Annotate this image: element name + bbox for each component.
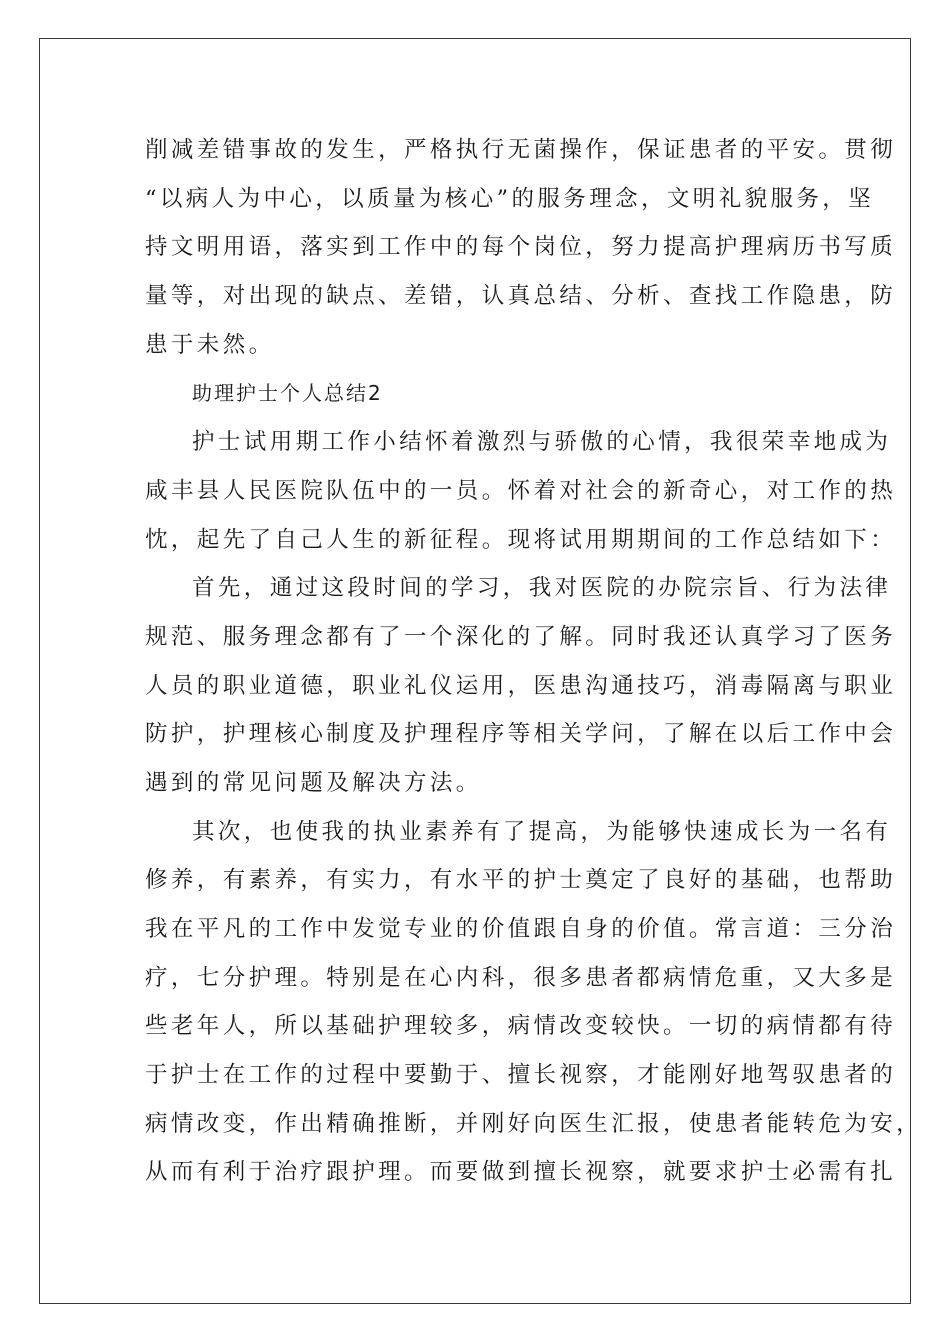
document-body <box>145 126 923 1197</box>
text-line: 量等，对出现的缺点、差错，认真总结、分析、查找工作隐患，防 <box>145 283 897 310</box>
text-line: 咸丰县人民医院队伍中的一员。怀着对社会的新奇心，对工作的热 <box>145 477 897 504</box>
text-line: 我在平凡的工作中发觉专业的价值跟自身的价值。常言道：三分治 <box>145 916 897 942</box>
text-line: 疗，七分护理。特别是在心内科，很多患者都病情危重，又大多是 <box>145 964 897 991</box>
text-line: 忱，起先了自己人生的新征程。现将试用期期间的工作总结如下： <box>145 526 897 553</box>
section-heading: 助理护士个人总结2 <box>192 381 383 406</box>
text-line: 人员的职业道德，职业礼仪运用，医患沟通技巧，消毒隔离与职业 <box>145 672 897 699</box>
text-line: 防护，护理核心制度及护理程序等相关学问，了解在以后工作中会 <box>145 721 897 748</box>
text-line: 患于未然。 <box>145 331 275 358</box>
text-line: 病情改变，作出精确推断，并刚好向医生汇报，使患者能转危为安， <box>145 1110 923 1137</box>
text-line: 护士试用期工作小结怀着激烈与骄傲的心情，我很荣幸地成为 <box>192 429 892 456</box>
text-line: 其次，也使我的执业素养有了提高，为能够快速成长为一名有 <box>192 818 892 845</box>
text-line: “以病人为中心，以质量为核心”的服务理念，文明礼貌服务，坚 <box>145 185 875 212</box>
text-line: 修养，有素养，有实力，有水平的护士奠定了良好的基础，也帮助 <box>145 867 897 894</box>
text-line: 于护士在工作的过程中要勤于、擅长视察，才能刚好地驾驭患者的 <box>145 1062 897 1089</box>
text-line: 从而有利于治疗跟护理。而要做到擅长视察，就要求护士必需有扎 <box>145 1159 897 1186</box>
text-line: 首先，通过这段时间的学习，我对医院的办院宗旨、行为法律 <box>192 575 892 602</box>
text-line: 持文明用语，落实到工作中的每个岗位，努力提高护理病历书写质 <box>145 234 897 261</box>
text-line: 削减差错事故的发生，严格执行无菌操作，保证患者的平安。贯彻 <box>145 137 897 163</box>
text-line: 些老年人，所以基础护理较多，病情改变较快。一切的病情都有待 <box>145 1013 897 1040</box>
text-line: 规范、服务理念都有了一个深化的了解。同时我还认真学习了医务 <box>145 623 897 650</box>
text-line: 遇到的常见问题及解决方法。 <box>145 769 482 796</box>
